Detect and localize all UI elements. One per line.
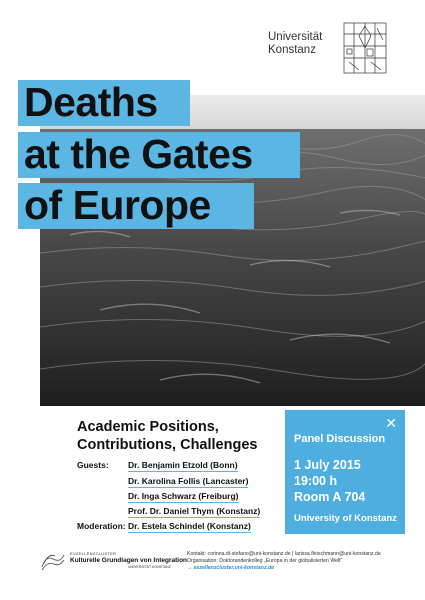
event-info-box xyxy=(285,410,405,534)
event-date: 1 July 2015 xyxy=(294,458,361,472)
subtitle-line1: Academic Positions, xyxy=(77,419,219,435)
moderation-label: Moderation: xyxy=(77,521,126,531)
guest-name: Dr. Inga Schwarz (Freiburg) xyxy=(128,491,239,501)
footer-link[interactable]: → exzellenzcluster.uni-konstanz.de xyxy=(187,565,275,572)
university-logo-icon xyxy=(343,22,387,74)
subtitle-line2: Contributions, Challenges xyxy=(77,437,258,453)
title-line-3: of Europe xyxy=(18,183,254,229)
guest-name: Dr. Benjamin Etzold (Bonn) xyxy=(128,460,238,470)
footer-info xyxy=(187,551,419,573)
title-line-2: at the Gates xyxy=(18,132,300,178)
cluster-logo-bottom: UNIVERSITÄT KONSTANZ xyxy=(128,565,171,569)
event-room: Room A 704 xyxy=(294,490,366,504)
title-line-1: Deaths xyxy=(18,80,190,126)
university-name xyxy=(268,31,322,57)
event-venue: University of Konstanz xyxy=(294,513,397,524)
footer-contact: Kontakt: corinna.di-stefano@uni-konstanz.de | larissa.fleischmann@uni-konstanz.de xyxy=(187,551,381,557)
cluster-logo-icon xyxy=(40,551,66,573)
cluster-logo-top: EXZELLENZCLUSTER xyxy=(70,551,117,556)
guests-label: Guests: xyxy=(77,460,109,470)
university-name-line2: Konstanz xyxy=(268,44,316,56)
event-time: 19:00 h xyxy=(294,474,338,488)
cluster-logo xyxy=(40,551,195,575)
university-name-line1: Universität xyxy=(268,31,323,43)
moderator-name: Dr. Estela Schindel (Konstanz) xyxy=(128,521,251,531)
footer-organisation: Organisation: Doktorandenkolleg „Europa in der globalisierten Welt“ xyxy=(187,558,343,565)
cluster-logo-name: Kulturelle Grundlagen von Integration xyxy=(70,557,188,564)
subtitle xyxy=(77,418,257,454)
guest-name: Dr. Karolina Follis (Lancaster) xyxy=(128,476,249,486)
event-type: Panel Discussion xyxy=(294,433,386,445)
guest-name: Prof. Dr. Daniel Thym (Konstanz) xyxy=(128,506,261,516)
close-icon: ✕ xyxy=(385,415,397,431)
